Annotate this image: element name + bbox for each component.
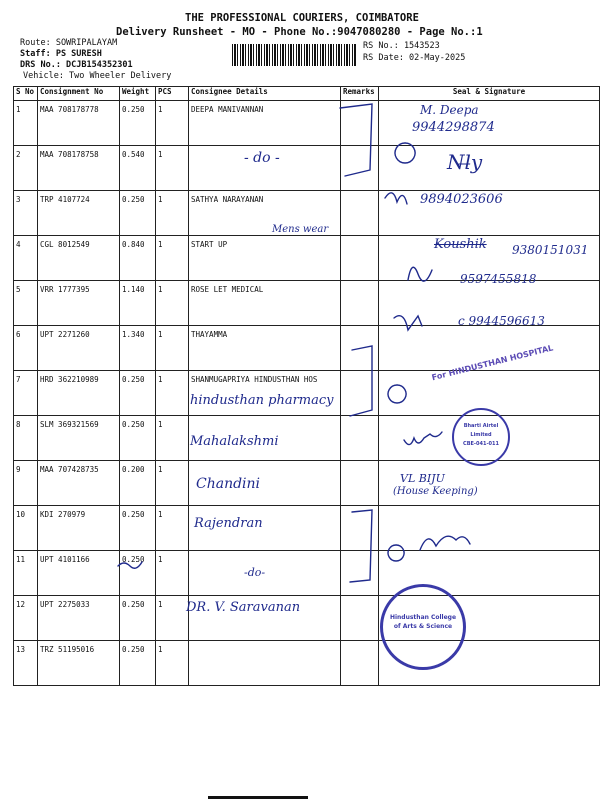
row-consignment-no: MAA 707428735 (38, 461, 120, 506)
row-consignee: DEEPA MANIVANNAN (189, 101, 341, 146)
row-consignment-no: CGL 8012549 (38, 236, 120, 281)
row-sno: 2 (14, 146, 38, 191)
row-pcs: 1 (156, 236, 189, 281)
row-consignment-no: MAA 708178778 (38, 101, 120, 146)
row-pcs: 1 (156, 326, 189, 371)
signature-r12 (420, 536, 470, 550)
bracket-r7-r8 (350, 346, 372, 416)
col-remarks: Remarks (341, 87, 379, 101)
drs-number: DRS No.: DCJB154352301 (20, 60, 133, 70)
stamp-college-name: Hindusthan College of Arts & Science (389, 614, 457, 630)
row-sno: 5 (14, 281, 38, 326)
row-pcs: 1 (156, 281, 189, 326)
staff: Staff: PS SURESH (20, 49, 102, 59)
row-sno: 6 (14, 326, 38, 371)
signature-r9 (404, 432, 442, 445)
runsheet-subtitle: Delivery Runsheet - MO - Phone No.:9047080280 - Page No.:1 (116, 26, 483, 38)
signature-r6 (394, 316, 422, 330)
row-weight: 1.140 (120, 281, 156, 326)
row-weight: 0.250 (120, 416, 156, 461)
bracket-r1-r2 (340, 104, 372, 176)
signature-r3 (385, 193, 407, 204)
row-consignee: START UP (189, 236, 341, 281)
stamp-airtel-name: Bharti Airtel Limited (463, 423, 499, 438)
row-consignment-no: MAA 708178758 (38, 146, 120, 191)
signature-r5: Koushik (434, 237, 487, 252)
row-weight: 1.340 (120, 326, 156, 371)
row-consignment-no: UPT 4101166 (38, 551, 120, 596)
row-consignee: ROSE LET MEDICAL (189, 281, 341, 326)
row-sno: 12 (14, 596, 38, 641)
row-sno: 4 (14, 236, 38, 281)
signature-deepa: M. Deepa (420, 103, 479, 117)
rs-number: RS No.: 1543523 (363, 41, 440, 51)
row-weight: 0.250 (120, 641, 156, 686)
row-sno: 1 (14, 101, 38, 146)
row-consignment-no: VRR 1777395 (38, 281, 120, 326)
scribble-r12 (118, 562, 142, 568)
row-consignment-no: TRZ 51195016 (38, 641, 120, 686)
name-r11: Rajendran (194, 516, 263, 531)
signature-r5b (408, 267, 432, 281)
row-pcs: 1 (156, 461, 189, 506)
row-weight: 0.200 (120, 461, 156, 506)
row-pcs: 1 (156, 551, 189, 596)
row-sno: 9 (14, 461, 38, 506)
stamp-for-label: For (430, 370, 448, 383)
note-r4: Mens wear (272, 224, 329, 235)
col-consignment: Consignment No (38, 87, 120, 101)
ditto-r12: -do- (244, 566, 266, 579)
col-seal-signature: Seal & Signature (379, 87, 600, 101)
signature-r10: VL BIJU (400, 472, 445, 485)
row-pcs: 1 (156, 641, 189, 686)
row-sno: 10 (14, 506, 38, 551)
page-bottom-mark (208, 796, 308, 799)
row-pcs: 1 (156, 146, 189, 191)
col-pcs: PCS (156, 87, 189, 101)
name-r9: Mahalakshmi (190, 434, 279, 449)
row-pcs: 1 (156, 416, 189, 461)
row-weight: 0.250 (120, 101, 156, 146)
vehicle: Vehicle: Two Wheeler Delivery (23, 71, 172, 81)
col-weight: Weight (120, 87, 156, 101)
col-sno: S No (14, 87, 38, 101)
row-weight: 0.250 (120, 596, 156, 641)
row-consignment-no: UPT 2275033 (38, 596, 120, 641)
row-pcs: 1 (156, 371, 189, 416)
row-sno: 11 (14, 551, 38, 596)
col-consignee: Consignee Details (189, 87, 341, 101)
row-consignee: SATHYA NARAYANAN (189, 191, 341, 236)
circled-2-r12 (388, 545, 404, 561)
route: Route: SOWRIPALAYAM (20, 38, 118, 48)
row-consignment-no: KDI 270979 (38, 506, 120, 551)
row-weight: 0.250 (120, 551, 156, 596)
airtel-stamp (452, 408, 510, 466)
circled-2-r8 (388, 385, 406, 403)
college-stamp (380, 584, 466, 670)
row-consignment-no: UPT 2271260 (38, 326, 120, 371)
row-weight: 0.250 (120, 371, 156, 416)
company-title: THE PROFESSIONAL COURIERS, COIMBATORE (185, 12, 419, 24)
circled-2-r2 (395, 143, 415, 163)
row-consignment-no: HRD 362210989 (38, 371, 120, 416)
row-consignee: SHANMUGAPRIYA HINDUSTHAN HOS (189, 371, 341, 416)
row-weight: 0.250 (120, 191, 156, 236)
phone-r5: 9380151031 (512, 243, 589, 257)
row-pcs: 1 (156, 191, 189, 236)
row-weight: 0.250 (120, 506, 156, 551)
row-consignment-no: TRP 4107724 (38, 191, 120, 236)
row-pcs: 1 (156, 506, 189, 551)
name-r10: Chandini (196, 476, 261, 492)
note-r10: (House Keeping) (393, 486, 478, 497)
row-sno: 7 (14, 371, 38, 416)
bracket-r11-r12 (350, 510, 372, 582)
row-pcs: 1 (156, 101, 189, 146)
row-weight: 0.840 (120, 236, 156, 281)
phone-r1: 9944298874 (412, 120, 495, 135)
name-r13: DR. V. Saravanan (186, 600, 301, 615)
row-consignment-no: SLM 369321569 (38, 416, 120, 461)
stamp-airtel-code: CBE-041-011 (463, 441, 499, 447)
row-sno: 13 (14, 641, 38, 686)
name-r8: hindusthan pharmacy (190, 393, 334, 408)
phone-r6a: 9597455818 (460, 272, 537, 286)
row-sno: 8 (14, 416, 38, 461)
phone-r6b: c 9944596613 (458, 314, 545, 328)
row-pcs: 1 (156, 596, 189, 641)
rs-date: RS Date: 02-May-2025 (363, 53, 466, 63)
row-sno: 3 (14, 191, 38, 236)
phone-r3: 9894023606 (420, 192, 503, 207)
stamp-hospital-name: HINDUSTHAN HOSPITAL (447, 343, 555, 379)
signature-r2: Nl̶y (447, 150, 483, 174)
ditto-r2: - do - (244, 150, 280, 166)
row-weight: 0.540 (120, 146, 156, 191)
row-consignee: THAYAMMA (189, 326, 341, 371)
